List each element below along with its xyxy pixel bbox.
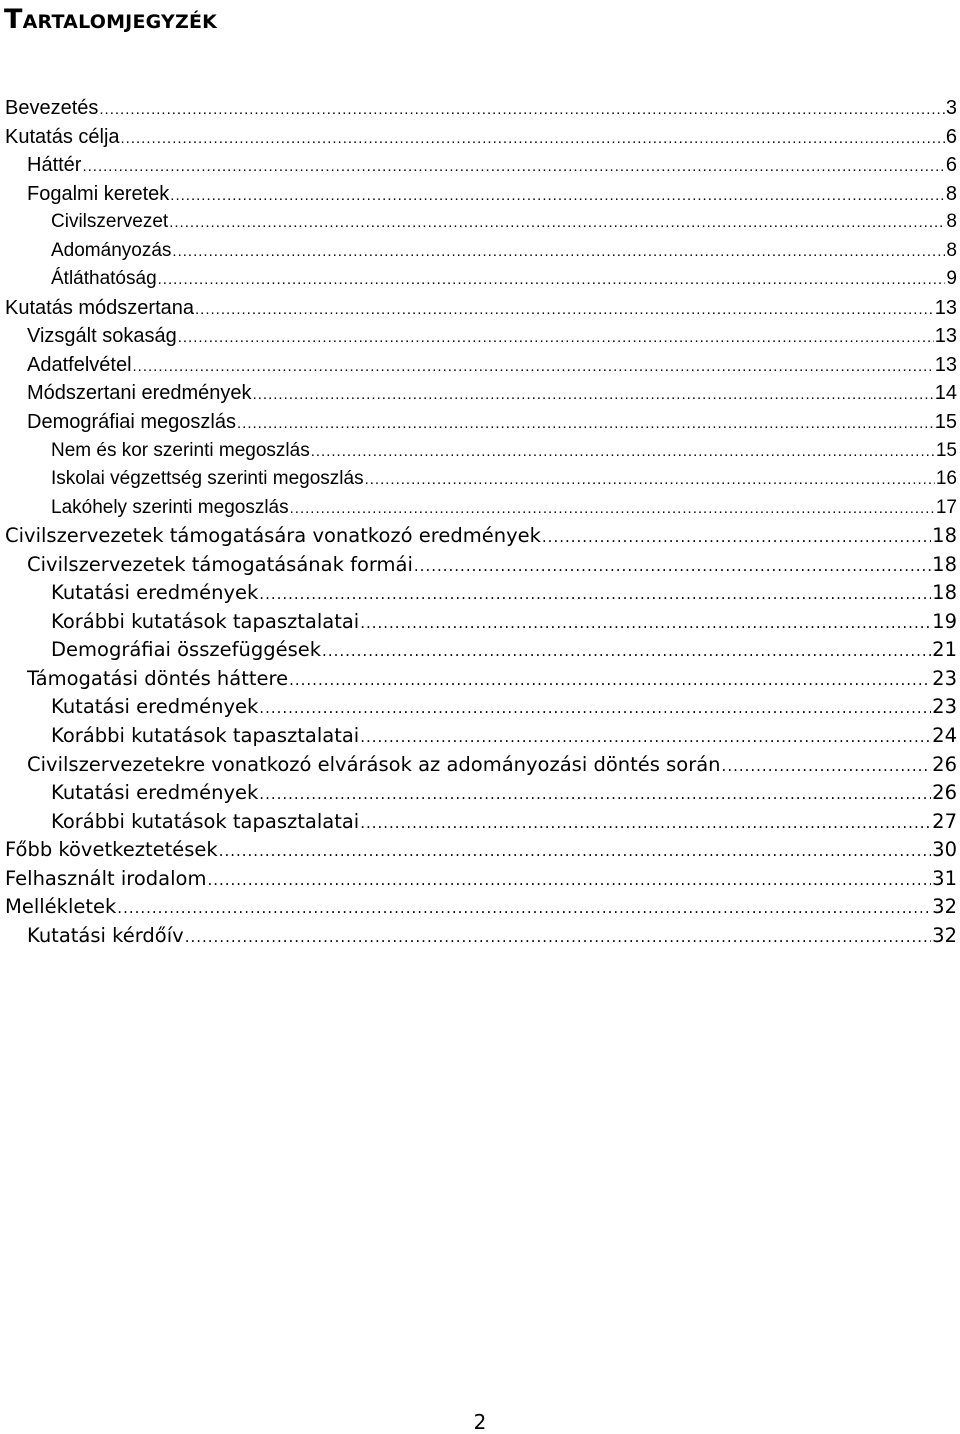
toc-entry-label: Civilszervezet bbox=[51, 211, 169, 233]
toc-entry-page: 18 bbox=[932, 552, 957, 576]
dot-leader bbox=[117, 894, 931, 922]
toc-entry-page: 27 bbox=[932, 809, 957, 833]
dot-leader bbox=[322, 637, 931, 665]
toc-entry-label: Kutatási eredmények bbox=[51, 581, 259, 605]
toc-entry-page: 15 bbox=[934, 411, 957, 434]
dot-leader bbox=[259, 780, 931, 808]
toc-entry[interactable] bbox=[0, 779, 960, 808]
toc-entry-label: Kutatási kérdőív bbox=[27, 923, 184, 947]
toc-entry-label: Korábbi kutatások tapasztalatai bbox=[51, 724, 360, 748]
toc-entry-page: 23 bbox=[932, 695, 957, 719]
toc-entry[interactable] bbox=[0, 237, 960, 266]
dot-leader bbox=[253, 381, 934, 409]
dot-leader bbox=[99, 96, 944, 124]
toc-entry-label: Támogatási döntés háttere bbox=[27, 666, 289, 690]
dot-leader bbox=[207, 866, 931, 894]
toc-entry-page: 13 bbox=[934, 353, 957, 376]
toc-entry[interactable] bbox=[0, 722, 960, 751]
toc-entry-page: 9 bbox=[946, 268, 957, 290]
toc-entry[interactable] bbox=[0, 579, 960, 608]
toc-entry[interactable] bbox=[0, 94, 960, 123]
dot-leader bbox=[195, 296, 934, 324]
toc-entry-page: 18 bbox=[932, 581, 957, 605]
toc-entry-page: 24 bbox=[932, 724, 957, 748]
toc-entry-page: 32 bbox=[932, 895, 957, 919]
toc-entry-label: Kutatás célja bbox=[5, 125, 120, 148]
toc-entry-page: 32 bbox=[932, 923, 957, 947]
dot-leader bbox=[121, 125, 945, 153]
toc-entry[interactable] bbox=[0, 893, 960, 922]
toc-entry-page: 6 bbox=[945, 154, 957, 177]
dot-leader bbox=[158, 266, 946, 294]
toc-entry-label: Civilszervezetekre vonatkozó elvárások az adományozási döntés során bbox=[27, 752, 721, 776]
toc-entry[interactable] bbox=[0, 751, 960, 780]
dot-leader bbox=[259, 694, 931, 722]
toc-entry-page: 30 bbox=[932, 838, 957, 862]
toc-entry[interactable] bbox=[0, 437, 960, 466]
toc-entry-label: Kutatás módszertana bbox=[5, 296, 194, 319]
toc-entry[interactable] bbox=[0, 294, 960, 323]
toc-entry-page: 18 bbox=[932, 524, 957, 548]
toc-entry-label: Demográfiai megoszlás bbox=[27, 411, 236, 434]
table-of-contents bbox=[0, 94, 960, 950]
toc-entry-page: 13 bbox=[934, 325, 957, 348]
toc-entry[interactable] bbox=[0, 465, 960, 494]
toc-entry[interactable] bbox=[0, 808, 960, 837]
toc-entry-page: 8 bbox=[945, 182, 957, 205]
toc-entry[interactable] bbox=[0, 522, 960, 551]
page-title: Tartalomjegyzék bbox=[4, 4, 218, 35]
toc-entry[interactable] bbox=[0, 322, 960, 351]
toc-entry-label: Demográfiai összefüggések bbox=[51, 638, 322, 662]
toc-entry[interactable] bbox=[0, 265, 960, 294]
toc-entry-page: 14 bbox=[934, 382, 957, 405]
toc-entry-label: Felhasznált irodalom bbox=[5, 866, 207, 890]
toc-entry-label: Korábbi kutatások tapasztalatai bbox=[51, 809, 360, 833]
toc-entry-page: 13 bbox=[934, 296, 957, 319]
toc-entry-label: Fogalmi keretek bbox=[27, 182, 170, 205]
toc-entry-page: 3 bbox=[945, 97, 957, 119]
dot-leader bbox=[172, 238, 945, 266]
dot-leader bbox=[365, 466, 935, 494]
toc-entry-label: Mellékletek bbox=[5, 895, 117, 919]
toc-entry-label: Civilszervezetek támogatásának formái bbox=[27, 552, 413, 576]
toc-entry-page: 8 bbox=[946, 239, 957, 261]
toc-entry-label: Adatfelvétel bbox=[27, 353, 132, 376]
dot-leader bbox=[290, 495, 935, 523]
toc-entry[interactable] bbox=[0, 379, 960, 408]
toc-entry-page: 26 bbox=[932, 781, 957, 805]
toc-entry-page: 16 bbox=[935, 468, 957, 490]
toc-entry-label: Nem és kor szerinti megoszlás bbox=[51, 439, 310, 461]
toc-entry-label: Kutatási eredmények bbox=[51, 695, 259, 719]
toc-entry[interactable] bbox=[0, 836, 960, 865]
toc-entry-label: Vizsgált sokaság bbox=[27, 325, 177, 348]
toc-entry-label: Főbb következtetések bbox=[5, 838, 218, 862]
dot-leader bbox=[289, 666, 931, 694]
toc-entry-page: 31 bbox=[932, 866, 957, 890]
dot-leader bbox=[360, 609, 931, 637]
toc-entry-page: 19 bbox=[932, 609, 957, 633]
toc-entry-page: 6 bbox=[945, 125, 957, 148]
dot-leader bbox=[170, 182, 945, 210]
toc-entry-label: Bevezetés bbox=[5, 97, 99, 119]
toc-entry[interactable] bbox=[0, 551, 960, 580]
toc-entry-page: 23 bbox=[932, 666, 957, 690]
dot-leader bbox=[185, 923, 931, 951]
toc-entry[interactable] bbox=[0, 123, 960, 152]
toc-entry[interactable] bbox=[0, 693, 960, 722]
dot-leader bbox=[360, 723, 931, 751]
toc-entry-page: 8 bbox=[946, 211, 957, 233]
toc-entry-label: Lakóhely szerinti megoszlás bbox=[51, 496, 289, 518]
toc-entry[interactable] bbox=[0, 208, 960, 237]
dot-leader bbox=[360, 809, 931, 837]
toc-entry-label: Korábbi kutatások tapasztalatai bbox=[51, 609, 360, 633]
toc-entry[interactable] bbox=[0, 494, 960, 523]
toc-entry[interactable] bbox=[0, 151, 960, 180]
dot-leader bbox=[133, 353, 934, 381]
dot-leader bbox=[169, 209, 945, 237]
toc-entry-label: Háttér bbox=[27, 154, 82, 177]
toc-entry-label: Átláthatóság bbox=[51, 268, 157, 290]
dot-leader bbox=[237, 410, 934, 438]
dot-leader bbox=[542, 523, 931, 551]
dot-leader bbox=[311, 438, 935, 466]
dot-leader bbox=[259, 580, 931, 608]
page-number: 2 bbox=[473, 1410, 487, 1434]
toc-entry-page: 17 bbox=[935, 496, 957, 518]
toc-entry[interactable] bbox=[0, 180, 960, 209]
dot-leader bbox=[219, 837, 931, 865]
dot-leader bbox=[178, 324, 934, 352]
toc-entry[interactable] bbox=[0, 922, 960, 951]
dot-leader bbox=[414, 552, 931, 580]
toc-entry-label: Adományozás bbox=[51, 239, 172, 261]
toc-entry[interactable] bbox=[0, 636, 960, 665]
toc-entry[interactable] bbox=[0, 608, 960, 637]
dot-leader bbox=[82, 153, 944, 181]
toc-entry[interactable] bbox=[0, 351, 960, 380]
toc-entry-page: 26 bbox=[932, 752, 957, 776]
toc-entry-label: Kutatási eredmények bbox=[51, 781, 259, 805]
toc-entry[interactable] bbox=[0, 865, 960, 894]
toc-entry-page: 15 bbox=[935, 439, 957, 461]
toc-entry-label: Módszertani eredmények bbox=[27, 382, 252, 405]
toc-entry[interactable] bbox=[0, 408, 960, 437]
dot-leader bbox=[722, 752, 932, 780]
toc-entry-label: Iskolai végzettség szerinti megoszlás bbox=[51, 468, 364, 490]
toc-entry-page: 21 bbox=[932, 638, 957, 662]
toc-entry-label: Civilszervezetek támogatására vonatkozó eredmények bbox=[5, 524, 541, 548]
toc-entry[interactable] bbox=[0, 665, 960, 694]
